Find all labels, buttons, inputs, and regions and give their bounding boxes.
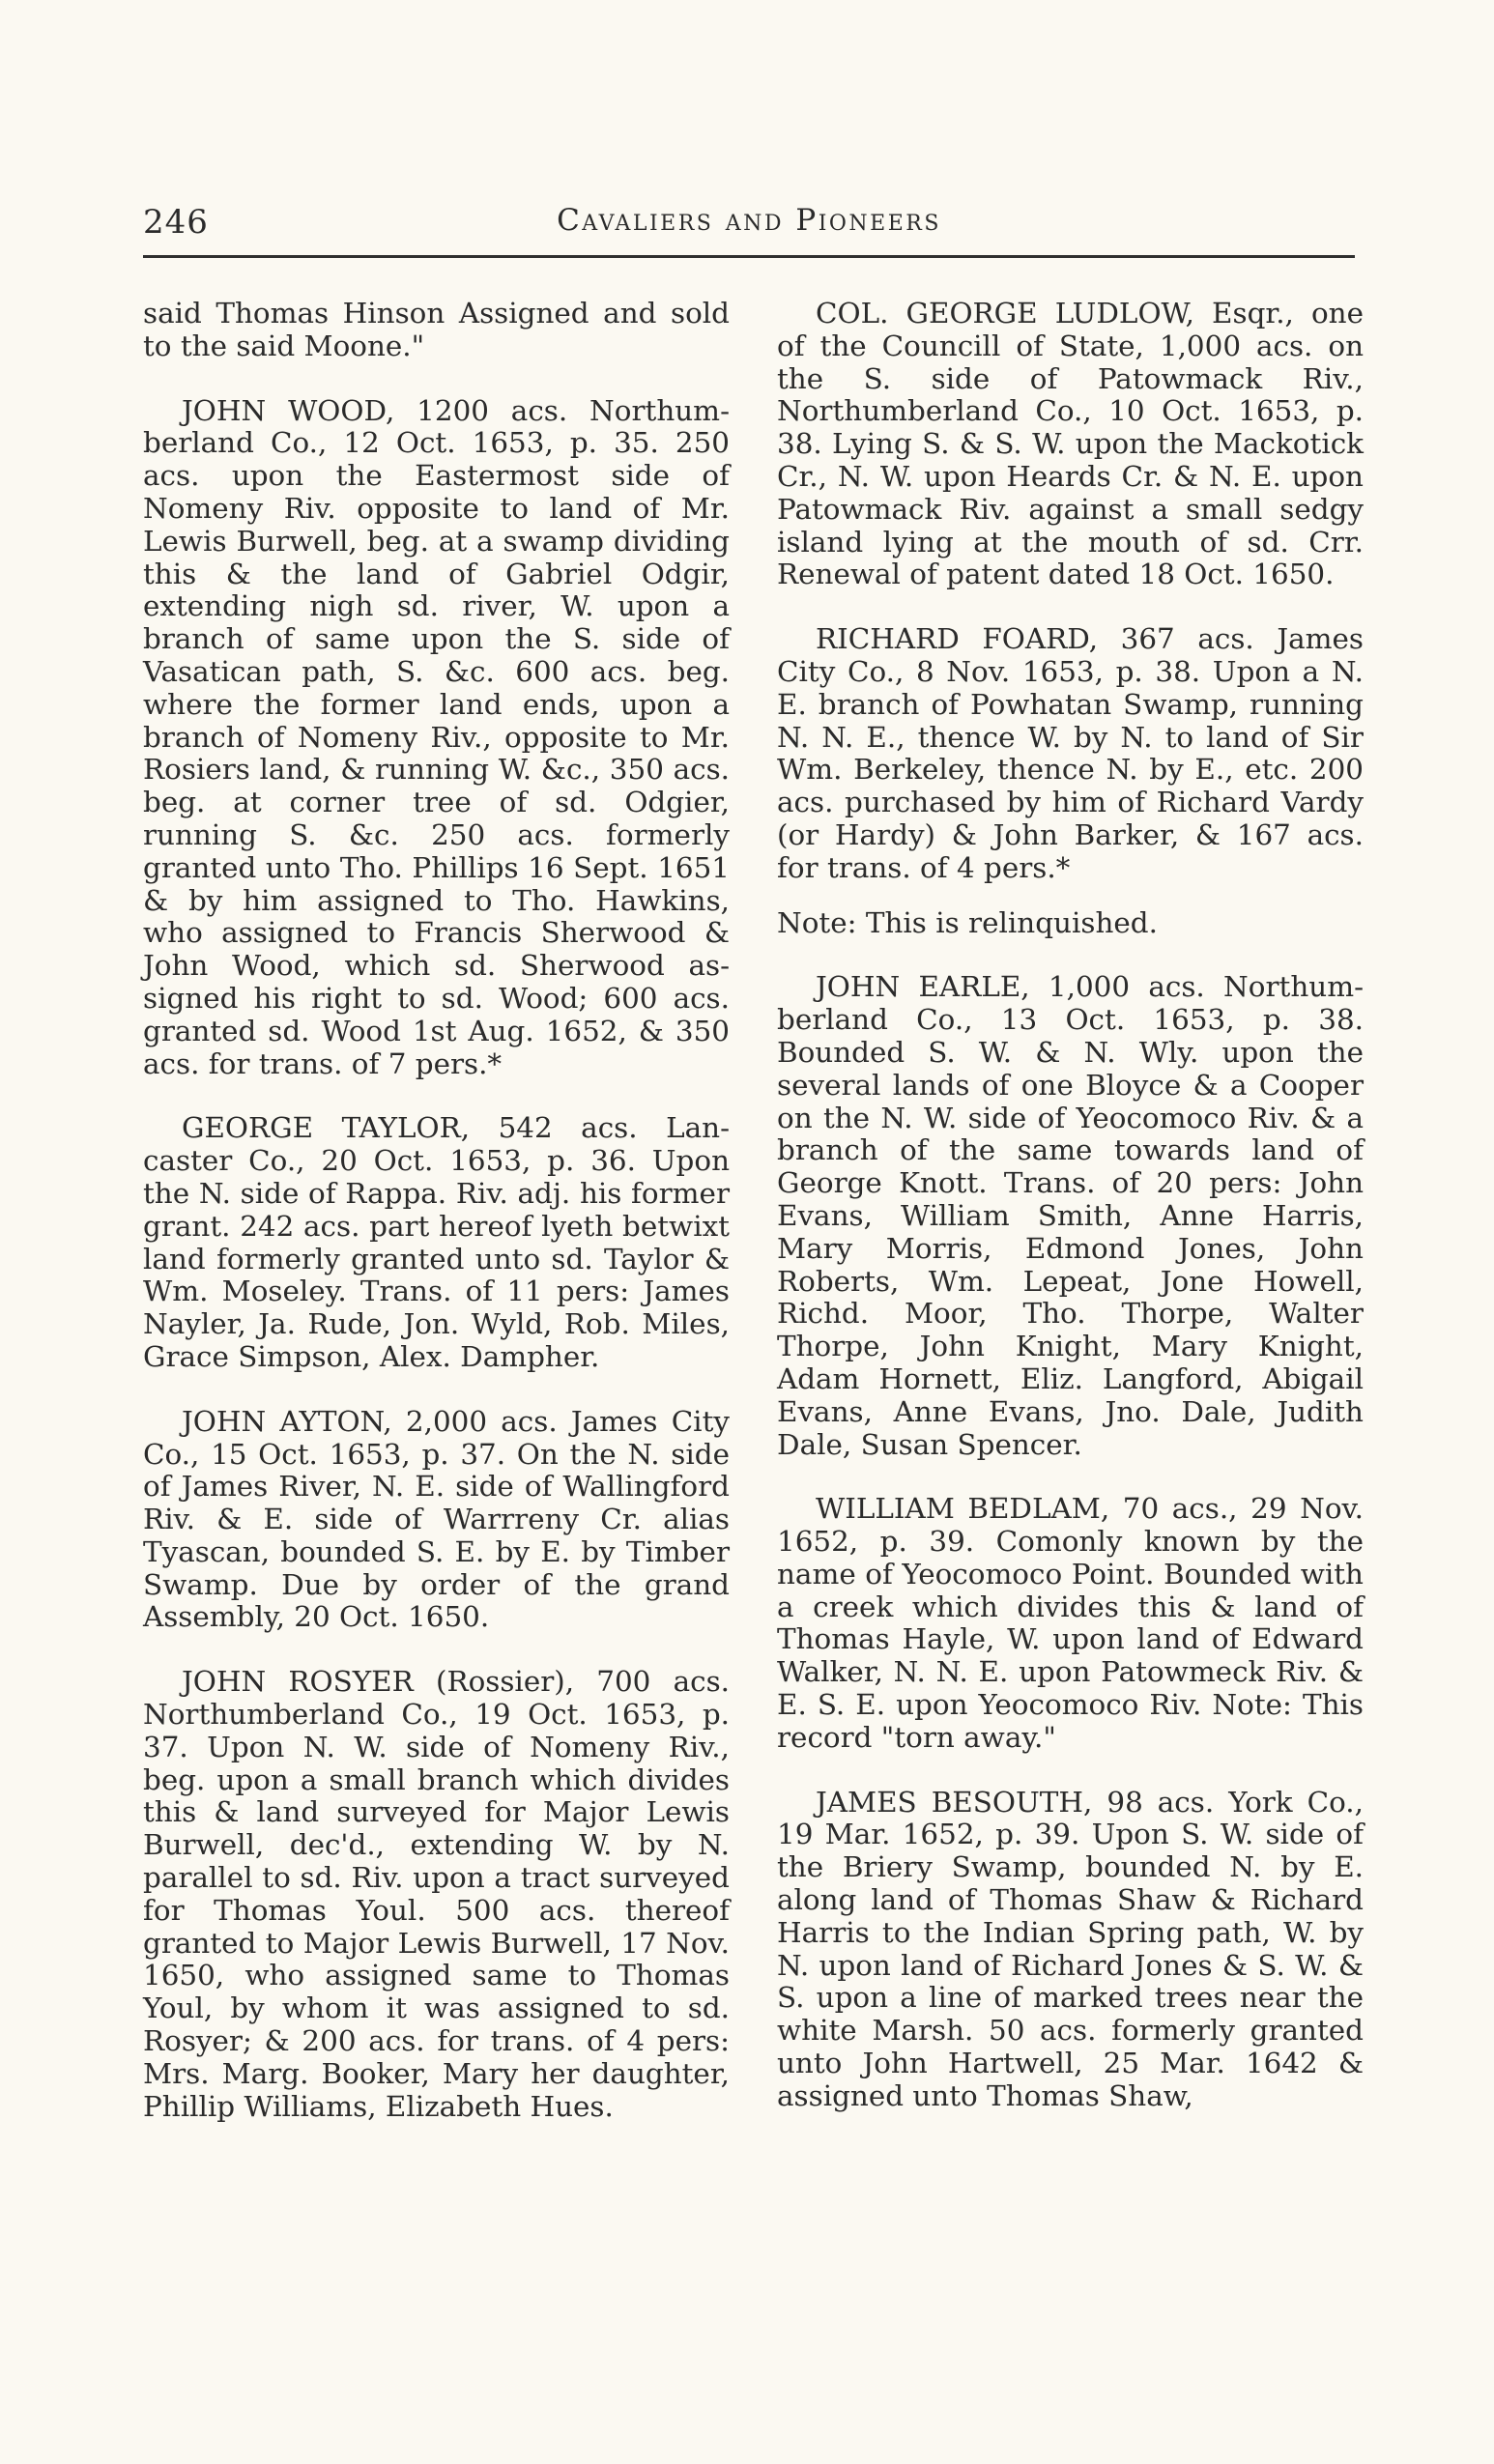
- page-header: [143, 203, 1355, 251]
- left-column: [143, 298, 730, 2155]
- entry-john-rosyer: JOHN ROSYER (Rossier), 700 acs. Northumberland Co., 19 Oct. 1653, p. 37. Upon N. W. side of Nomeny Riv., beg. upon a small branch which divides this & land surveyed for Major Lewis Burwell, dec'd., extending W. by N. parallel to sd. Riv. upon a tract surveyed for Thomas Youl. 500 acs. thereof granted to Major Lewis Burwell, 17 Nov. 1650, who assigned same to Thomas Youl, by whom it was assigned to sd. Rosyer; & 200 acs. for trans. of 4 pers: Mrs. Marg. Booker, Mary her daughter, Phillip Williams, Elizabeth Hues.: [143, 1665, 730, 2123]
- entry-james-besouth: JAMES BESOUTH, 98 acs. York Co., 19 Mar. 1652, p. 39. Upon S. W. side of the Briery Swamp, bounded N. by E. along land of Thomas Shaw & Richard Harris to the Indian Spring path, W. by N. upon land of Richard Jones & S. W. & S. upon a line of marked trees near the white Marsh. 50 acs. formerly granted unto John Hartwell, 25 Mar. 1642 & assigned unto Thomas Shaw,: [777, 1785, 1364, 2112]
- entry-john-earle: JOHN EARLE, 1,000 acs. Northumberland Co., 13 Oct. 1653, p. 38. Bounded S. W. & N. Wly. upon the several lands of one Bloyce & a Cooper on the N. W. side of Yeocomoco Riv. & a branch of the same towards land of George Knott. Trans. of 20 pers: John Evans, William Smith, Anne Harris, Mary Morris, Edmond Jones, John Roberts, Wm. Lepeat, Jone Howell, Richd. Moor, Tho. Thorpe, Walter Thorpe, John Knight, Mary Knight, Adam Hornett, Eliz. Langford, Abigail Evans, Anne Evans, Jno. Dale, Judith Dale, Susan Spencer.: [777, 970, 1364, 1461]
- header-rule: [143, 255, 1355, 258]
- entry-george-ludlow: COL. GEORGE LUDLOW, Esqr., one of the Councill of State, 1,000 acs. on the S. side of Patowmack Riv., Northumberland Co., 10 Oct. 1653, p. 38. Lying S. & S. W. upon the Mackotick Cr., N. W. upon Heards Cr. & N. E. upon Patowmack Riv. against a small sedgy island lying at the mouth of sd. Crr. Renewal of patent dated 18 Oct. 1650.: [777, 297, 1364, 591]
- entry-george-taylor: GEORGE TAYLOR, 542 acs. Lancaster Co., 20 Oct. 1653, p. 36. Upon the N. side of Rappa. Riv. adj. his former grant. 242 acs. part hereof lyeth betwixt land formerly granted unto sd. Taylor & Wm. Moseley. Trans. of 11 pers: James Nayler, Ja. Rude, Jon. Wyld, Rob. Miles, Grace Simpson, Alex. Dampher.: [143, 1111, 730, 1373]
- running-title: Cavaliers and Pioneers: [557, 203, 941, 238]
- entry-john-ayton: JOHN AYTON, 2,000 acs. James City Co., 15 Oct. 1653, p. 37. On the N. side of James River, N. E. side of Wallingford Riv. & E. side of Warrreny Cr. alias Tyascan, bounded S. E. by E. by Timber Swamp. Due by order of the grand Assembly, 20 Oct. 1650.: [143, 1404, 730, 1634]
- entry-hinson-continuation: said Thomas Hinson Assigned and sold to the said Moone.": [143, 297, 730, 362]
- entry-william-bedlam: WILLIAM BEDLAM, 70 acs., 29 Nov. 1652, p. 39. Comonly known by the name of Yeocomoco Point. Bounded with a creek which divides this & land of Thomas Hayle, W. upon land of Edward Walker, N. N. E. upon Patowmeck Riv. & E. S. E. upon Yeocomoco Riv. Note: This record "torn away.": [777, 1492, 1364, 1754]
- entry-richard-foard: RICHARD FOARD, 367 acs. James City Co., 8 Nov. 1653, p. 38. Upon a N. E. branch of Powhatan Swamp, running N. N. E., thence W. by N. to land of Sir Wm. Berkeley, thence N. by E., etc. 200 acs. purchased by him of Richard Vardy (or Hardy) & John Barker, & 167 acs. for trans. of 4 pers.*: [777, 622, 1364, 884]
- page-number: 246: [143, 203, 209, 242]
- right-column: [777, 298, 1364, 2145]
- entry-john-wood: JOHN WOOD, 1200 acs. Northumberland Co., 12 Oct. 1653, p. 35. 250 acs. upon the Eastermost side of Nomeny Riv. opposite to land of Mr. Lewis Burwell, beg. at a swamp dividing this & the land of Gabriel Odgir, extending nigh sd. river, W. upon a branch of same upon the S. side of Vasatican path, S. &c. 600 acs. beg. where the former land ends, upon a branch of Nomeny Riv., opposite to Mr. Rosiers land, & running W. &c., 350 acs. beg. at corner tree of sd. Odgier, running S. &c. 250 acs. formerly granted unto Tho. Phillips 16 Sept. 1651 & by him assigned to Tho. Hawkins, who assigned to Francis Sherwood & John Wood, which sd. Sherwood assigned his right to sd. Wood; 600 acs. granted sd. Wood 1st Aug. 1652, & 350 acs. for trans. of 7 pers.*: [143, 393, 730, 1080]
- entry-foard-note: Note: This is relinquished.: [777, 905, 1158, 939]
